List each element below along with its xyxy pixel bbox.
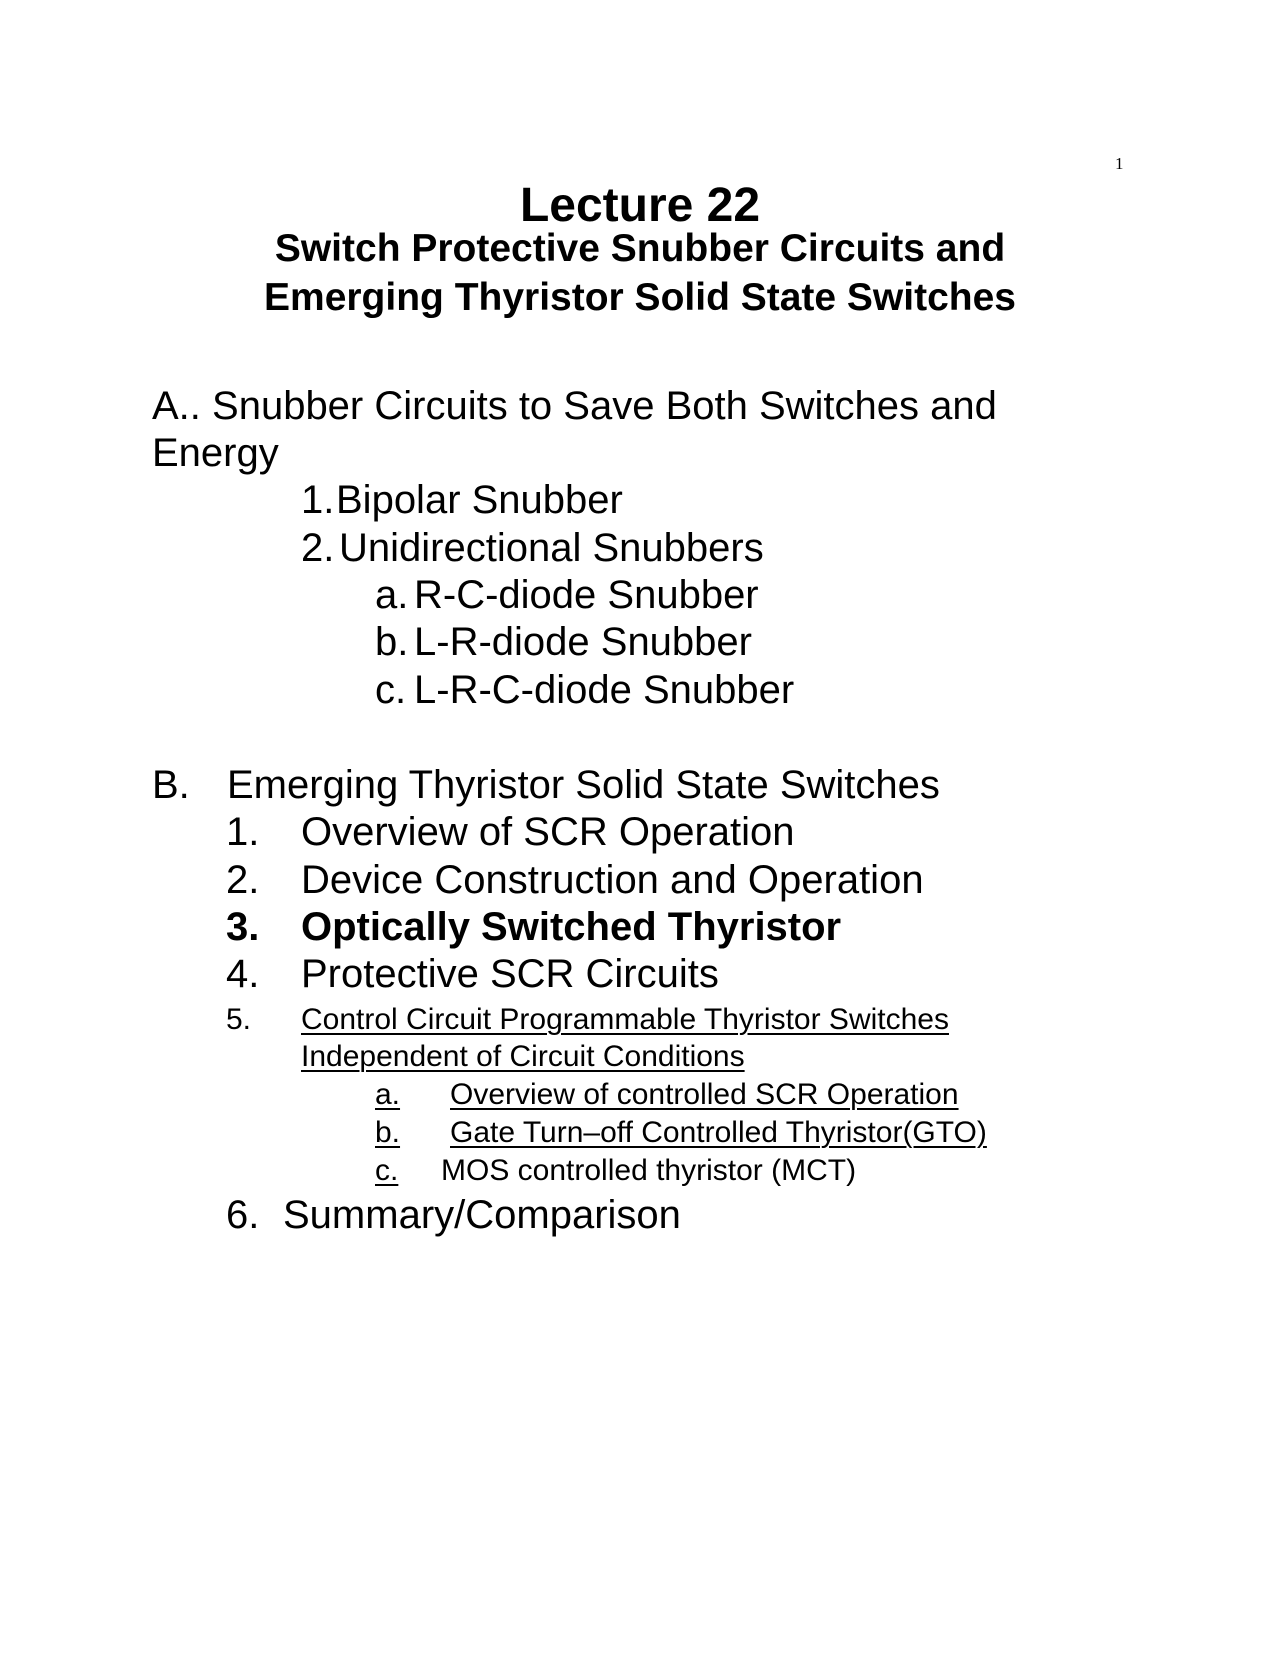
list-marker: b. (375, 620, 409, 664)
list-text: Overview of SCR Operation (301, 810, 795, 854)
list-text: Summary/Comparison (283, 1193, 681, 1237)
list-item (375, 622, 752, 662)
list-marker: 1. (226, 810, 260, 854)
list-marker: 3. (226, 905, 260, 949)
list-text: Protective SCR Circuits (301, 952, 719, 996)
list-marker: 1. (301, 478, 335, 522)
list-text: Overview of controlled SCR Operation (450, 1078, 959, 1111)
list-item (375, 1080, 959, 1110)
section-a-heading: A.. Snubber Circuits to Save Both Switches and (152, 384, 997, 428)
page-number: 1 (1115, 154, 1124, 173)
list-item (301, 480, 623, 520)
list-marker: 5. (226, 1003, 252, 1036)
section-b-heading (152, 765, 940, 805)
list-item (226, 1005, 949, 1035)
section-a-heading-cont: Energy (152, 431, 279, 475)
list-item (375, 575, 759, 615)
list-item (375, 1118, 987, 1148)
list-marker: a. (375, 1078, 401, 1111)
list-marker: c. (375, 668, 407, 712)
list-item (375, 670, 794, 710)
list-text: MOS controlled thyristor (MCT) (441, 1154, 857, 1187)
list-text: L-R-C-diode Snubber (414, 668, 795, 712)
list-text: Bipolar Snubber (336, 478, 623, 522)
list-text: Gate Turn–off Controlled Thyristor(GTO) (450, 1116, 987, 1149)
subtitle-line-1: Switch Protective Snubber Circuits and (274, 227, 1006, 270)
list-item (226, 860, 924, 900)
list-item (226, 812, 795, 852)
list-marker: b. (375, 1116, 401, 1149)
list-item-highlighted (226, 907, 841, 947)
list-text: Control Circuit Programmable Thyristor Switches (301, 1003, 949, 1036)
list-item-continuation (301, 1042, 745, 1072)
list-marker: 4. (226, 952, 260, 996)
list-text: R-C-diode Snubber (414, 573, 759, 617)
list-item (301, 528, 764, 568)
list-marker: 2. (301, 526, 335, 570)
list-text: L-R-diode Snubber (414, 620, 752, 664)
list-text: Device Construction and Operation (301, 858, 924, 902)
list-text: Unidirectional Snubbers (339, 526, 764, 570)
list-marker: 2. (226, 858, 260, 902)
list-marker: a. (375, 573, 409, 617)
list-item (375, 1156, 856, 1186)
list-marker: c. (375, 1154, 399, 1187)
list-text: Independent of Circuit Conditions (301, 1040, 745, 1073)
list-text: Optically Switched Thyristor (301, 905, 842, 949)
list-marker: 6. (226, 1193, 260, 1237)
subtitle-line-2: Emerging Thyristor Solid State Switches (264, 276, 1016, 319)
list-item (226, 954, 719, 994)
section-b-marker: B. (152, 763, 190, 807)
section-b-title: Emerging Thyristor Solid State Switches (227, 763, 940, 807)
list-item (226, 1195, 681, 1235)
lecture-title: Lecture 22 (519, 179, 761, 232)
